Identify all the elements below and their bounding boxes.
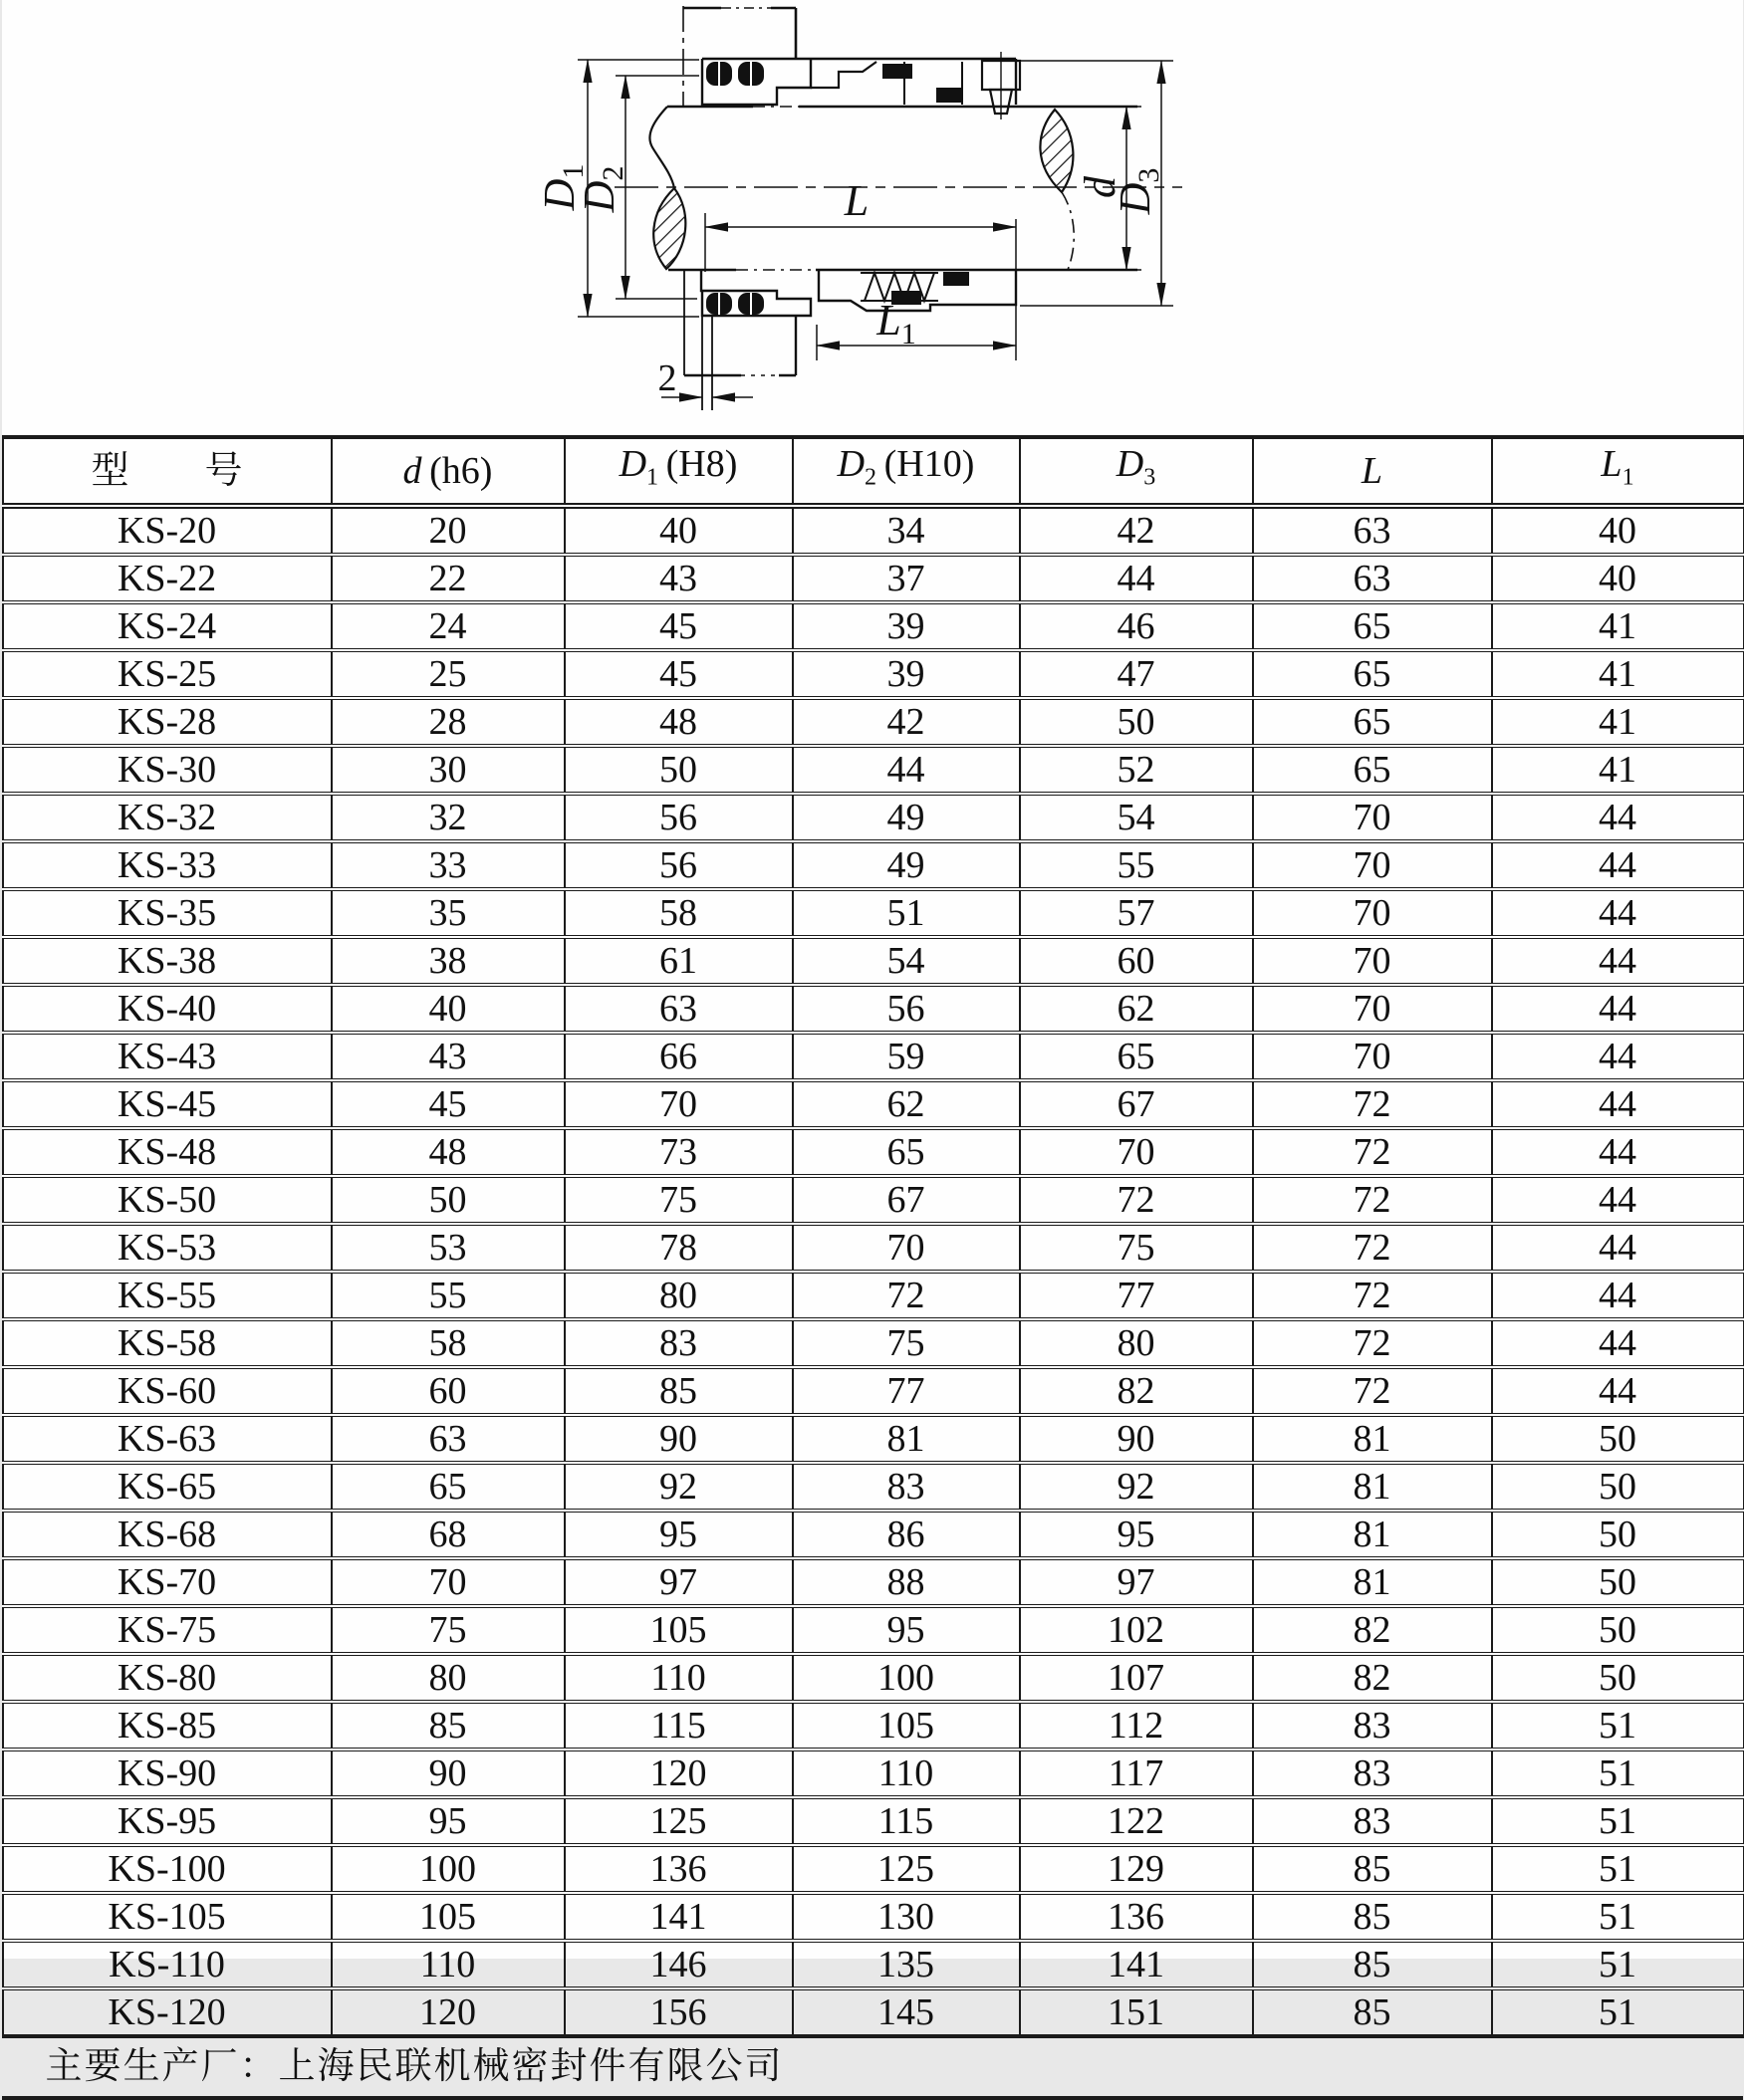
- value-cell: 51: [1492, 1750, 1744, 1797]
- value-cell: 40: [1492, 506, 1744, 555]
- value-cell: 68: [332, 1511, 565, 1558]
- table-row: [3, 1319, 1744, 1367]
- value-cell: 105: [793, 1702, 1020, 1750]
- value-cell: 56: [565, 841, 793, 889]
- elastomer-block: [882, 64, 912, 79]
- table-row: [3, 602, 1744, 650]
- value-cell: 72: [1020, 1176, 1253, 1224]
- model-cell: KS-63: [3, 1415, 332, 1463]
- value-cell: 83: [1253, 1750, 1492, 1797]
- value-cell: 72: [793, 1272, 1020, 1319]
- col-header-6: $L_1$: [1492, 437, 1744, 506]
- value-cell: 43: [332, 1033, 565, 1080]
- col-header-1: d (h6): [332, 437, 565, 506]
- value-cell: 72: [1253, 1128, 1492, 1176]
- model-cell: KS-38: [3, 937, 332, 985]
- value-cell: 115: [793, 1797, 1020, 1845]
- value-cell: 75: [1020, 1224, 1253, 1272]
- value-cell: 55: [1020, 841, 1253, 889]
- value-cell: 85: [1253, 1893, 1492, 1941]
- value-cell: 60: [1020, 937, 1253, 985]
- value-cell: 125: [793, 1845, 1020, 1893]
- value-cell: 50: [1492, 1558, 1744, 1606]
- value-cell: 50: [1492, 1415, 1744, 1463]
- value-cell: 95: [565, 1511, 793, 1558]
- table-row: [3, 1367, 1744, 1415]
- value-cell: 58: [332, 1319, 565, 1367]
- value-cell: 41: [1492, 650, 1744, 698]
- value-cell: 85: [1253, 1988, 1492, 2036]
- value-cell: 81: [1253, 1463, 1492, 1511]
- value-cell: 48: [565, 698, 793, 746]
- value-cell: 50: [1020, 698, 1253, 746]
- value-cell: 75: [565, 1176, 793, 1224]
- value-cell: 72: [1253, 1080, 1492, 1128]
- value-cell: 51: [1492, 1893, 1744, 1941]
- value-cell: 54: [1020, 794, 1253, 841]
- model-cell: KS-90: [3, 1750, 332, 1797]
- value-cell: 39: [793, 650, 1020, 698]
- value-cell: 90: [1020, 1415, 1253, 1463]
- value-cell: 70: [1020, 1128, 1253, 1176]
- value-cell: 20: [332, 506, 565, 555]
- svg-text:D3: $D_3$: [1111, 168, 1165, 216]
- value-cell: 44: [1492, 1367, 1744, 1415]
- value-cell: 151: [1020, 1988, 1253, 2036]
- value-cell: 92: [565, 1463, 793, 1511]
- value-cell: 95: [332, 1797, 565, 1845]
- value-cell: 44: [1492, 1176, 1744, 1224]
- value-cell: 70: [1253, 937, 1492, 985]
- value-cell: 107: [1020, 1654, 1253, 1702]
- value-cell: 50: [565, 746, 793, 794]
- col-header-2: $D_1$ (H8): [565, 437, 793, 506]
- shaft: [649, 107, 1137, 270]
- col-header-4: $D_3$: [1020, 437, 1253, 506]
- value-cell: 100: [332, 1845, 565, 1893]
- value-cell: 59: [793, 1033, 1020, 1080]
- value-cell: 100: [793, 1654, 1020, 1702]
- value-cell: 78: [565, 1224, 793, 1272]
- value-cell: 48: [332, 1128, 565, 1176]
- value-cell: 75: [793, 1319, 1020, 1367]
- value-cell: 63: [1253, 506, 1492, 555]
- value-cell: 35: [332, 889, 565, 937]
- seal-cross-section-drawing: [2, 0, 1743, 435]
- value-cell: 63: [1253, 555, 1492, 602]
- value-cell: 50: [1492, 1463, 1744, 1511]
- value-cell: 82: [1253, 1606, 1492, 1654]
- value-cell: 77: [1020, 1272, 1253, 1319]
- svg-text:D1: $D_1$: [535, 164, 590, 212]
- value-cell: 97: [565, 1558, 793, 1606]
- value-cell: 95: [1020, 1511, 1253, 1558]
- value-cell: 44: [793, 746, 1020, 794]
- value-cell: 38: [332, 937, 565, 985]
- value-cell: 83: [793, 1463, 1020, 1511]
- value-cell: 95: [793, 1606, 1020, 1654]
- value-cell: 129: [1020, 1845, 1253, 1893]
- value-cell: 70: [793, 1224, 1020, 1272]
- model-cell: KS-45: [3, 1080, 332, 1128]
- elastomer-block: [943, 272, 969, 286]
- value-cell: 105: [565, 1606, 793, 1654]
- value-cell: 44: [1492, 841, 1744, 889]
- value-cell: 105: [332, 1893, 565, 1941]
- value-cell: 28: [332, 698, 565, 746]
- value-cell: 51: [1492, 1988, 1744, 2036]
- table-row: [3, 650, 1744, 698]
- value-cell: 136: [565, 1845, 793, 1893]
- set-screw-icon: [982, 52, 1020, 119]
- table-row: [3, 794, 1744, 841]
- model-cell: KS-95: [3, 1797, 332, 1845]
- table-row: [3, 1941, 1744, 1988]
- value-cell: 90: [565, 1415, 793, 1463]
- value-cell: 44: [1492, 937, 1744, 985]
- right-break-hatch: [1040, 110, 1073, 192]
- value-cell: 85: [1253, 1845, 1492, 1893]
- value-cell: 51: [1492, 1797, 1744, 1845]
- value-cell: 49: [793, 794, 1020, 841]
- value-cell: 120: [332, 1988, 565, 2036]
- value-cell: 72: [1253, 1176, 1492, 1224]
- manufacturer-note: 主要生产厂：上海民联机械密封件有限公司: [2, 2038, 1743, 2100]
- value-cell: 62: [793, 1080, 1020, 1128]
- header-row: [3, 437, 1744, 506]
- value-cell: 44: [1492, 1319, 1744, 1367]
- value-cell: 55: [332, 1272, 565, 1319]
- model-cell: KS-55: [3, 1272, 332, 1319]
- value-cell: 50: [1492, 1654, 1744, 1702]
- value-cell: 66: [565, 1033, 793, 1080]
- value-cell: 65: [1020, 1033, 1253, 1080]
- value-cell: 72: [1253, 1272, 1492, 1319]
- model-cell: KS-75: [3, 1606, 332, 1654]
- value-cell: 37: [793, 555, 1020, 602]
- value-cell: 39: [793, 602, 1020, 650]
- model-cell: KS-60: [3, 1367, 332, 1415]
- value-cell: 70: [1253, 889, 1492, 937]
- value-cell: 46: [1020, 602, 1253, 650]
- value-cell: 52: [1020, 746, 1253, 794]
- value-cell: 25: [332, 650, 565, 698]
- model-cell: KS-32: [3, 794, 332, 841]
- value-cell: 82: [1020, 1367, 1253, 1415]
- table-row: [3, 1893, 1744, 1941]
- value-cell: 50: [1492, 1511, 1744, 1558]
- table-row: [3, 555, 1744, 602]
- value-cell: 82: [1253, 1654, 1492, 1702]
- value-cell: 81: [793, 1415, 1020, 1463]
- model-cell: KS-110: [3, 1941, 332, 1988]
- table-body: [3, 506, 1744, 2036]
- value-cell: 72: [1253, 1224, 1492, 1272]
- elastomer-block: [936, 88, 962, 103]
- table-row: [3, 1606, 1744, 1654]
- value-cell: 51: [1492, 1845, 1744, 1893]
- stuffing-box-top: [683, 6, 796, 107]
- value-cell: 56: [793, 985, 1020, 1033]
- value-cell: 70: [565, 1080, 793, 1128]
- value-cell: 51: [793, 889, 1020, 937]
- col-header-0: 型 号: [3, 437, 332, 506]
- value-cell: 45: [332, 1080, 565, 1128]
- value-cell: 77: [793, 1367, 1020, 1415]
- value-cell: 80: [1020, 1319, 1253, 1367]
- value-cell: 81: [1253, 1511, 1492, 1558]
- value-cell: 67: [1020, 1080, 1253, 1128]
- value-cell: 41: [1492, 698, 1744, 746]
- value-cell: 70: [1253, 794, 1492, 841]
- table-row: [3, 1176, 1744, 1224]
- table-row: [3, 937, 1744, 985]
- model-cell: KS-48: [3, 1128, 332, 1176]
- value-cell: 54: [793, 937, 1020, 985]
- value-cell: 44: [1492, 794, 1744, 841]
- value-cell: 130: [793, 1893, 1020, 1941]
- value-cell: 141: [565, 1893, 793, 1941]
- value-cell: 65: [1253, 602, 1492, 650]
- value-cell: 70: [1253, 841, 1492, 889]
- table-row: [3, 1845, 1744, 1893]
- value-cell: 53: [332, 1224, 565, 1272]
- value-cell: 44: [1492, 1272, 1744, 1319]
- table-row: [3, 889, 1744, 937]
- svg-text:d: d: [1076, 175, 1124, 198]
- value-cell: 65: [332, 1463, 565, 1511]
- value-cell: 44: [1492, 889, 1744, 937]
- value-cell: 102: [1020, 1606, 1253, 1654]
- value-cell: 141: [1020, 1941, 1253, 1988]
- dimension-table: [2, 435, 1744, 2038]
- value-cell: 63: [565, 985, 793, 1033]
- value-cell: 110: [332, 1941, 565, 1988]
- model-cell: KS-100: [3, 1845, 332, 1893]
- value-cell: 80: [565, 1272, 793, 1319]
- table-row: [3, 1080, 1744, 1128]
- value-cell: 86: [793, 1511, 1020, 1558]
- value-cell: 45: [565, 602, 793, 650]
- value-cell: 44: [1492, 1080, 1744, 1128]
- value-cell: 65: [1253, 650, 1492, 698]
- value-cell: 85: [1253, 1941, 1492, 1988]
- value-cell: 61: [565, 937, 793, 985]
- model-cell: KS-40: [3, 985, 332, 1033]
- model-cell: KS-50: [3, 1176, 332, 1224]
- model-cell: KS-30: [3, 746, 332, 794]
- value-cell: 145: [793, 1988, 1020, 2036]
- value-cell: 80: [332, 1654, 565, 1702]
- svg-text:L1: $L_1$: [875, 296, 915, 350]
- value-cell: 44: [1020, 555, 1253, 602]
- table-row: [3, 1511, 1744, 1558]
- value-cell: 136: [1020, 1893, 1253, 1941]
- value-cell: 65: [793, 1128, 1020, 1176]
- value-cell: 97: [1020, 1558, 1253, 1606]
- value-cell: 41: [1492, 602, 1744, 650]
- value-cell: 117: [1020, 1750, 1253, 1797]
- value-cell: 110: [565, 1654, 793, 1702]
- value-cell: 83: [565, 1319, 793, 1367]
- left-break-hatch: [653, 188, 685, 269]
- col-header-5: L: [1253, 437, 1492, 506]
- value-cell: 81: [1253, 1558, 1492, 1606]
- value-cell: 41: [1492, 746, 1744, 794]
- value-cell: 70: [332, 1558, 565, 1606]
- model-cell: KS-28: [3, 698, 332, 746]
- table-row: [3, 1654, 1744, 1702]
- value-cell: 44: [1492, 985, 1744, 1033]
- value-cell: 47: [1020, 650, 1253, 698]
- col-header-3: $D_2$ (H10): [793, 437, 1020, 506]
- value-cell: 156: [565, 1988, 793, 2036]
- value-cell: 43: [565, 555, 793, 602]
- value-cell: 75: [332, 1606, 565, 1654]
- value-cell: 45: [565, 650, 793, 698]
- model-cell: KS-68: [3, 1511, 332, 1558]
- drawing-area: [2, 0, 1743, 435]
- value-cell: 125: [565, 1797, 793, 1845]
- value-cell: 92: [1020, 1463, 1253, 1511]
- value-cell: 112: [1020, 1702, 1253, 1750]
- table-row: [3, 746, 1744, 794]
- dimension-gap-2: [657, 357, 753, 399]
- value-cell: 50: [1492, 1606, 1744, 1654]
- value-cell: 44: [1492, 1033, 1744, 1080]
- value-cell: 72: [1253, 1319, 1492, 1367]
- table-row: [3, 1033, 1744, 1080]
- table-row: [3, 1224, 1744, 1272]
- value-cell: 65: [1253, 746, 1492, 794]
- value-cell: 42: [1020, 506, 1253, 555]
- value-cell: 81: [1253, 1415, 1492, 1463]
- value-cell: 122: [1020, 1797, 1253, 1845]
- value-cell: 85: [332, 1702, 565, 1750]
- value-cell: 42: [793, 698, 1020, 746]
- model-cell: KS-85: [3, 1702, 332, 1750]
- dimension-L: [705, 176, 1016, 360]
- value-cell: 58: [565, 889, 793, 937]
- model-cell: KS-25: [3, 650, 332, 698]
- model-cell: KS-24: [3, 602, 332, 650]
- value-cell: 70: [1253, 985, 1492, 1033]
- value-cell: 57: [1020, 889, 1253, 937]
- value-cell: 33: [332, 841, 565, 889]
- value-cell: 72: [1253, 1367, 1492, 1415]
- table-row: [3, 1750, 1744, 1797]
- table-row: [3, 841, 1744, 889]
- table-row: [3, 506, 1744, 555]
- value-cell: 24: [332, 602, 565, 650]
- table-row: [3, 698, 1744, 746]
- value-cell: 90: [332, 1750, 565, 1797]
- seal-assembly-top: [702, 52, 1020, 119]
- value-cell: 73: [565, 1128, 793, 1176]
- value-cell: 40: [332, 985, 565, 1033]
- value-cell: 120: [565, 1750, 793, 1797]
- svg-text:L: L: [843, 176, 868, 225]
- value-cell: 63: [332, 1415, 565, 1463]
- value-cell: 146: [565, 1941, 793, 1988]
- value-cell: 115: [565, 1702, 793, 1750]
- seal-assembly-bottom: [701, 270, 1016, 316]
- svg-text:2: 2: [657, 357, 676, 399]
- value-cell: 60: [332, 1367, 565, 1415]
- value-cell: 85: [565, 1367, 793, 1415]
- value-cell: 40: [1492, 555, 1744, 602]
- model-cell: KS-35: [3, 889, 332, 937]
- table-row: [3, 1128, 1744, 1176]
- value-cell: 83: [1253, 1702, 1492, 1750]
- model-cell: KS-70: [3, 1558, 332, 1606]
- table-row: [3, 1797, 1744, 1845]
- model-cell: KS-80: [3, 1654, 332, 1702]
- value-cell: 70: [1253, 1033, 1492, 1080]
- model-cell: KS-58: [3, 1319, 332, 1367]
- value-cell: 44: [1492, 1224, 1744, 1272]
- svg-text:D2: $D_2$: [575, 166, 629, 214]
- value-cell: 32: [332, 794, 565, 841]
- table-row: [3, 985, 1744, 1033]
- value-cell: 40: [565, 506, 793, 555]
- model-cell: KS-22: [3, 555, 332, 602]
- value-cell: 65: [1253, 698, 1492, 746]
- model-cell: KS-65: [3, 1463, 332, 1511]
- value-cell: 88: [793, 1558, 1020, 1606]
- value-cell: 56: [565, 794, 793, 841]
- value-cell: 51: [1492, 1941, 1744, 1988]
- value-cell: 67: [793, 1176, 1020, 1224]
- value-cell: 135: [793, 1941, 1020, 1988]
- value-cell: 50: [332, 1176, 565, 1224]
- model-cell: KS-105: [3, 1893, 332, 1941]
- model-cell: KS-53: [3, 1224, 332, 1272]
- model-cell: KS-33: [3, 841, 332, 889]
- table-row: [3, 1272, 1744, 1319]
- value-cell: 49: [793, 841, 1020, 889]
- value-cell: 83: [1253, 1797, 1492, 1845]
- value-cell: 110: [793, 1750, 1020, 1797]
- value-cell: 62: [1020, 985, 1253, 1033]
- document-page: [2, 0, 1743, 1959]
- value-cell: 34: [793, 506, 1020, 555]
- value-cell: 44: [1492, 1128, 1744, 1176]
- table-row: [3, 1988, 1744, 2036]
- table-row: [3, 1415, 1744, 1463]
- table-row: [3, 1558, 1744, 1606]
- value-cell: 30: [332, 746, 565, 794]
- value-cell: 22: [332, 555, 565, 602]
- model-cell: KS-20: [3, 506, 332, 555]
- value-cell: 51: [1492, 1702, 1744, 1750]
- table-row: [3, 1463, 1744, 1511]
- table-row: [3, 1702, 1744, 1750]
- model-cell: KS-43: [3, 1033, 332, 1080]
- model-cell: KS-120: [3, 1988, 332, 2036]
